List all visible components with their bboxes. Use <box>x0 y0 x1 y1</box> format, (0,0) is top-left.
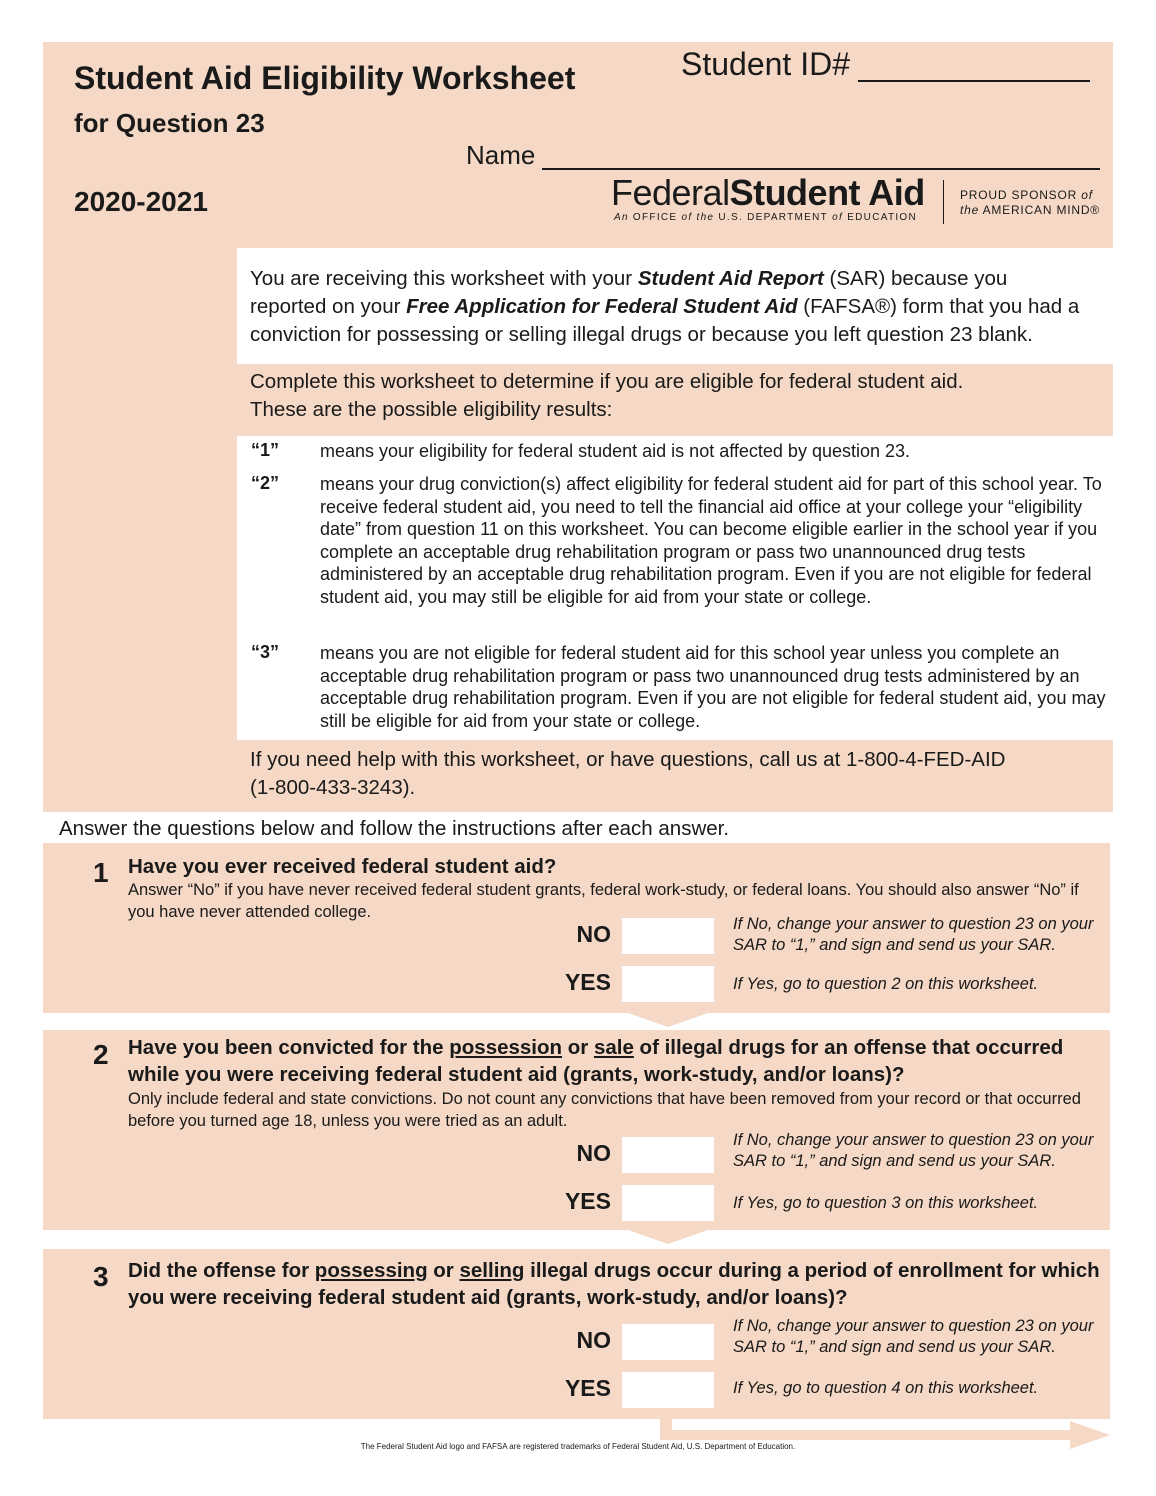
tagline-part: EDUCATION <box>847 212 918 223</box>
instruction-line: These are the possible eligibility results: <box>250 398 613 421</box>
q1-no-label: NO <box>576 921 611 947</box>
text-run: Free Application for Federal Student Aid <box>406 295 798 318</box>
name-label: Name <box>466 140 536 170</box>
left-column-panel <box>43 248 237 812</box>
sponsor-part: PROUD SPONSOR <box>960 188 1082 202</box>
text-run: Student Aid Report <box>637 267 824 290</box>
title-run: Have you been convicted for the <box>128 1036 450 1059</box>
question-1-title: Have you ever received federal student aid? <box>128 855 557 878</box>
result-code-1: “1” <box>251 440 280 460</box>
question-2-number: 2 <box>93 1039 109 1070</box>
intro-line: conviction for possessing or selling illegal drugs or because you left question 23 blank. <box>250 323 1033 346</box>
fsa-logo-word2: Student Aid <box>729 172 925 213</box>
trademark-footer: The Federal Student Aid logo and FAFSA are registered trademarks of Federal Student Aid, U.S. Department of Education. <box>360 1442 796 1451</box>
question-2-note: Only include federal and state convictions. Do not count any convictions that have been removed from your record or that occurred before you turned age 18, unless you were tried as an adult. <box>128 1090 1081 1130</box>
tagline-part: OFFICE <box>632 212 678 223</box>
q2-yes-label: YES <box>564 1188 611 1214</box>
fsa-logo-word1: Federal <box>611 172 730 213</box>
question-1-number: 1 <box>93 857 109 888</box>
title-run: of illegal drugs for an offense that occurred while you were receiving federal student aid (grants, work-study, and/or loans)? <box>128 1036 1064 1086</box>
fsa-tagline <box>614 212 917 223</box>
help-text <box>250 746 1100 802</box>
fsa-logo <box>611 172 925 214</box>
sponsor-line-2 <box>960 203 1100 218</box>
logo-divider <box>943 180 944 224</box>
intro-line <box>250 293 1100 321</box>
title-run: possession <box>449 1036 563 1059</box>
sponsor-part: AMERICAN MIND® <box>979 203 1100 217</box>
q2-no-instruction: If No, change your answer to question 23 on your SAR to “1,” and sign and send us your SAR. <box>733 1131 1094 1170</box>
q3-no-instruction: If No, change your answer to question 23 on your SAR to “1,” and sign and send us your SAR. <box>733 1317 1094 1356</box>
q2-yes-checkbox[interactable] <box>622 1185 714 1221</box>
q3-yes-checkbox[interactable] <box>622 1372 714 1408</box>
q3-yes-label: YES <box>564 1375 611 1401</box>
q3-no-label: NO <box>576 1327 611 1353</box>
q3-yes-instruction: If Yes, go to question 4 on this worksheet. <box>733 1379 1039 1397</box>
text-run: reported on your <box>250 295 407 318</box>
question-2-title <box>128 1034 1103 1088</box>
result-text-1: means your eligibility for federal student aid is not affected by question 23. <box>320 441 911 461</box>
title-run: sale <box>593 1036 634 1059</box>
title-run: illegal drugs occur during a period of enrollment for which you were receiving federal student aid (grants, work-study, and/or loans)? <box>128 1259 1100 1309</box>
result-text-3: means you are not eligible for federal student aid for this school year unless you complete an acceptable drug rehabilitation program or pass two unannounced drug tests administered by an acceptable drug rehabilitation program. Even if you are not eligible for federal student aid, you may still be eligible for aid from your state or college. <box>320 643 1106 731</box>
q2-no-label: NO <box>576 1140 611 1166</box>
intro-paragraph <box>250 265 1100 349</box>
award-year: 2020-2021 <box>74 186 208 217</box>
complete-instructions <box>250 368 1100 424</box>
title-run: selling <box>459 1259 525 1282</box>
intro-line <box>250 265 1100 293</box>
page-title: Student Aid Eligibility Worksheet <box>74 60 576 96</box>
q3-no-checkbox[interactable] <box>622 1324 714 1360</box>
q1-yes-instruction: If Yes, go to question 2 on this worksheet. <box>733 975 1039 993</box>
instruction-line: Complete this worksheet to determine if you are eligible for federal student aid. <box>250 370 964 393</box>
question-3-title <box>128 1257 1103 1311</box>
q2-yes-instruction: If Yes, go to question 3 on this worksheet. <box>733 1194 1039 1212</box>
page-subtitle: for Question 23 <box>74 108 265 138</box>
text-run: You are receiving this worksheet with your <box>250 267 638 290</box>
q1-no-instruction: If No, change your answer to question 23 on your SAR to “1,” and sign and send us your SAR. <box>733 915 1094 954</box>
tagline-part: An <box>614 212 633 223</box>
sponsor-line-1 <box>960 188 1100 203</box>
result-code-2: “2” <box>251 473 280 493</box>
tagline-part: U.S. DEPARTMENT <box>718 212 829 223</box>
title-run: or <box>562 1036 594 1059</box>
q1-yes-checkbox[interactable] <box>622 966 714 1002</box>
q1-no-checkbox[interactable] <box>622 918 714 954</box>
tagline-part: of <box>828 212 848 223</box>
q1-to-q2-arrow <box>628 1013 708 1027</box>
sponsor-part: the <box>960 203 980 217</box>
result-text-2: means your drug conviction(s) affect eligibility for federal student aid for part of this school year. To receive federal student aid, you need to tell the financial aid office at your college your “eligibility date” from question 11 on this worksheet. You can become eligible earlier in the school year if you complete an acceptable drug rehabilitation program or pass two unannounced drug tests administered by an acceptable drug rehabilitation program. Even if you are not eligible for federal student aid, you may still be eligible for aid from your state or college. <box>320 474 1102 607</box>
text-run: (SAR) because you <box>823 267 1008 290</box>
result-code-3: “3” <box>251 642 280 662</box>
student-id-field[interactable] <box>858 80 1090 82</box>
student-id-label: Student ID# <box>681 46 850 82</box>
q2-no-checkbox[interactable] <box>622 1137 714 1173</box>
sponsor-part: of <box>1081 188 1093 202</box>
q2-to-q3-arrow <box>628 1230 708 1244</box>
title-run: possessing <box>314 1259 428 1282</box>
tagline-part: of the <box>677 212 719 223</box>
help-line: If you need help with this worksheet, or have questions, call us at 1-800-4-FED-AID <box>250 748 1006 771</box>
answer-instructions: Answer the questions below and follow the instructions after each answer. <box>59 817 730 840</box>
title-run: or <box>427 1259 460 1282</box>
question-1-note: Answer “No” if you have never received federal student grants, federal work-study, or federal loans. You should also answer “No” if you have never attended college. <box>128 881 1079 921</box>
question-3-number: 3 <box>93 1261 109 1292</box>
text-run: (FAFSA®) form that you had a <box>797 295 1080 318</box>
name-field[interactable] <box>542 168 1100 170</box>
title-run: Did the offense for <box>128 1259 315 1282</box>
q1-yes-label: YES <box>564 969 611 995</box>
sponsor-text <box>960 188 1100 218</box>
help-line: (1-800-433-3243). <box>250 776 416 799</box>
